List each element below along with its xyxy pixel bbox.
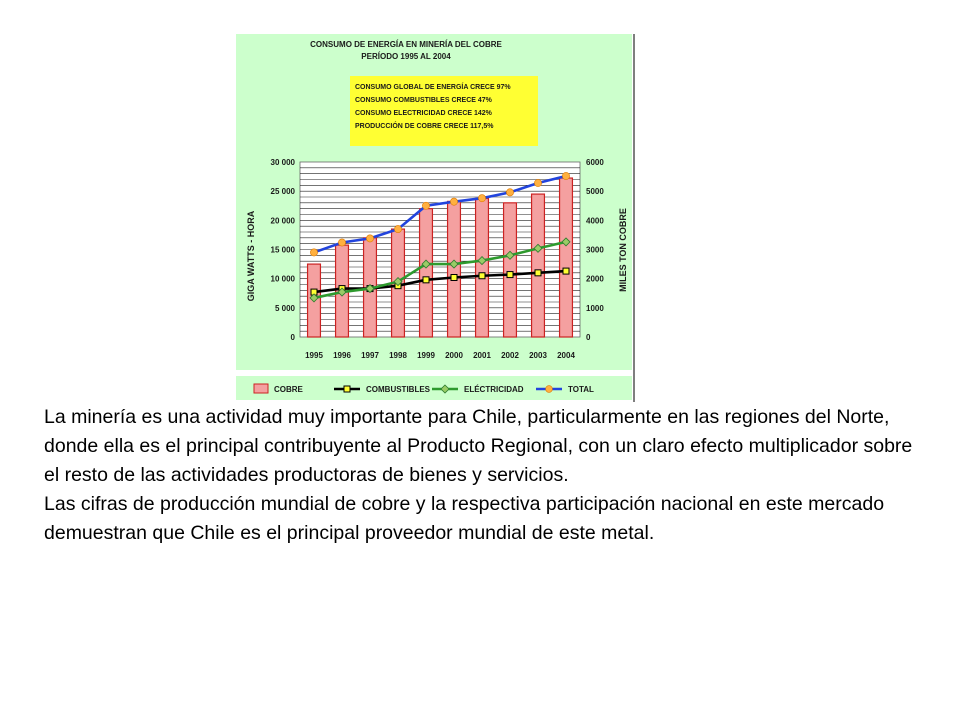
x-tick-label: 2001 <box>473 351 491 360</box>
x-tick-label: 1999 <box>417 351 435 360</box>
series-marker <box>534 179 541 186</box>
x-tick-label: 1997 <box>361 351 379 360</box>
series-marker <box>451 275 457 281</box>
copper-bar <box>504 203 517 337</box>
series-marker <box>366 235 373 242</box>
x-tick-label: 2002 <box>501 351 519 360</box>
series-marker <box>338 239 345 246</box>
y-tick-label: 5 000 <box>274 303 295 313</box>
note-line: CONSUMO COMBUSTIBLES CRECE 47% <box>355 97 492 104</box>
y-tick-label: 30 000 <box>270 158 295 167</box>
series-marker <box>310 249 317 256</box>
y2-tick-label: 3000 <box>586 245 604 255</box>
copper-bar <box>448 201 461 337</box>
y2-tick-label: 5000 <box>586 187 604 197</box>
series-marker <box>507 272 513 278</box>
x-tick-label: 1998 <box>389 351 407 360</box>
copper-bar <box>560 178 573 337</box>
y-tick-label: 0 <box>290 333 295 342</box>
series-marker <box>535 270 541 276</box>
y-axis-label: GIGA WATTS - HORA <box>246 210 256 302</box>
y-tick-label: 15 000 <box>270 245 295 255</box>
y-tick-label: 10 000 <box>270 274 295 284</box>
copper-bar <box>420 209 433 337</box>
series-marker <box>478 195 485 202</box>
paragraph: La minería es una actividad muy importante para Chile, particularmente en las regiones del Norte, donde ella es el principal contribuyente al Producto Regional, con un claro efecto multiplicador sobre el resto de las actividades productoras de bienes y servicios. <box>44 406 913 486</box>
y2-tick-label: 0 <box>586 333 591 342</box>
legend-label: COMBUSTIBLES <box>366 385 430 394</box>
y-tick-label: 25 000 <box>270 187 295 197</box>
series-marker <box>450 198 457 205</box>
series-marker <box>562 172 569 179</box>
series-marker <box>422 202 429 209</box>
y2-tick-label: 4000 <box>586 216 604 226</box>
y-tick-label: 20 000 <box>270 216 295 226</box>
x-tick-label: 2000 <box>445 351 463 360</box>
legend-label: COBRE <box>274 385 303 394</box>
note-line: CONSUMO GLOBAL DE ENERGÍA CRECE 97% <box>355 84 511 91</box>
copper-bar <box>476 198 489 337</box>
legend-swatch <box>254 384 268 393</box>
note-line: CONSUMO ELECTRICIDAD CRECE 142% <box>355 110 492 117</box>
chart-title: CONSUMO DE ENERGÍA EN MINERÍA DEL COBRE <box>310 40 502 49</box>
y2-tick-label: 1000 <box>586 303 604 313</box>
copper-bar <box>532 194 545 337</box>
series-marker <box>423 277 429 283</box>
series-marker <box>563 268 569 274</box>
energy-chart-figure <box>236 34 638 402</box>
series-marker <box>479 273 485 279</box>
energy-chart <box>236 34 638 402</box>
series-marker <box>506 189 513 196</box>
series-marker <box>394 225 401 232</box>
y2-tick-label: 2000 <box>586 274 604 284</box>
y2-axis-label: MILES TON COBRE <box>618 208 628 292</box>
x-tick-label: 1995 <box>305 351 323 360</box>
x-tick-label: 2003 <box>529 351 547 360</box>
legend-marker <box>344 386 350 392</box>
y2-tick-label: 6000 <box>586 158 604 167</box>
x-tick-label: 1996 <box>333 351 351 360</box>
x-tick-label: 2004 <box>557 351 575 360</box>
legend-label: ELÉCTRICIDAD <box>464 385 524 394</box>
note-line: PRODUCCIÓN DE COBRE CRECE 117,5% <box>355 123 494 130</box>
paragraph: Las cifras de producción mundial de cobre y la respectiva participación nacional en este mercado demuestran que Chile es el principal proveedor mundial de este metal. <box>44 493 885 544</box>
chart-subtitle: PERÍODO 1995 AL 2004 <box>361 52 451 61</box>
body-text <box>44 403 924 548</box>
legend-label: TOTAL <box>568 385 594 394</box>
legend-marker <box>546 386 553 393</box>
